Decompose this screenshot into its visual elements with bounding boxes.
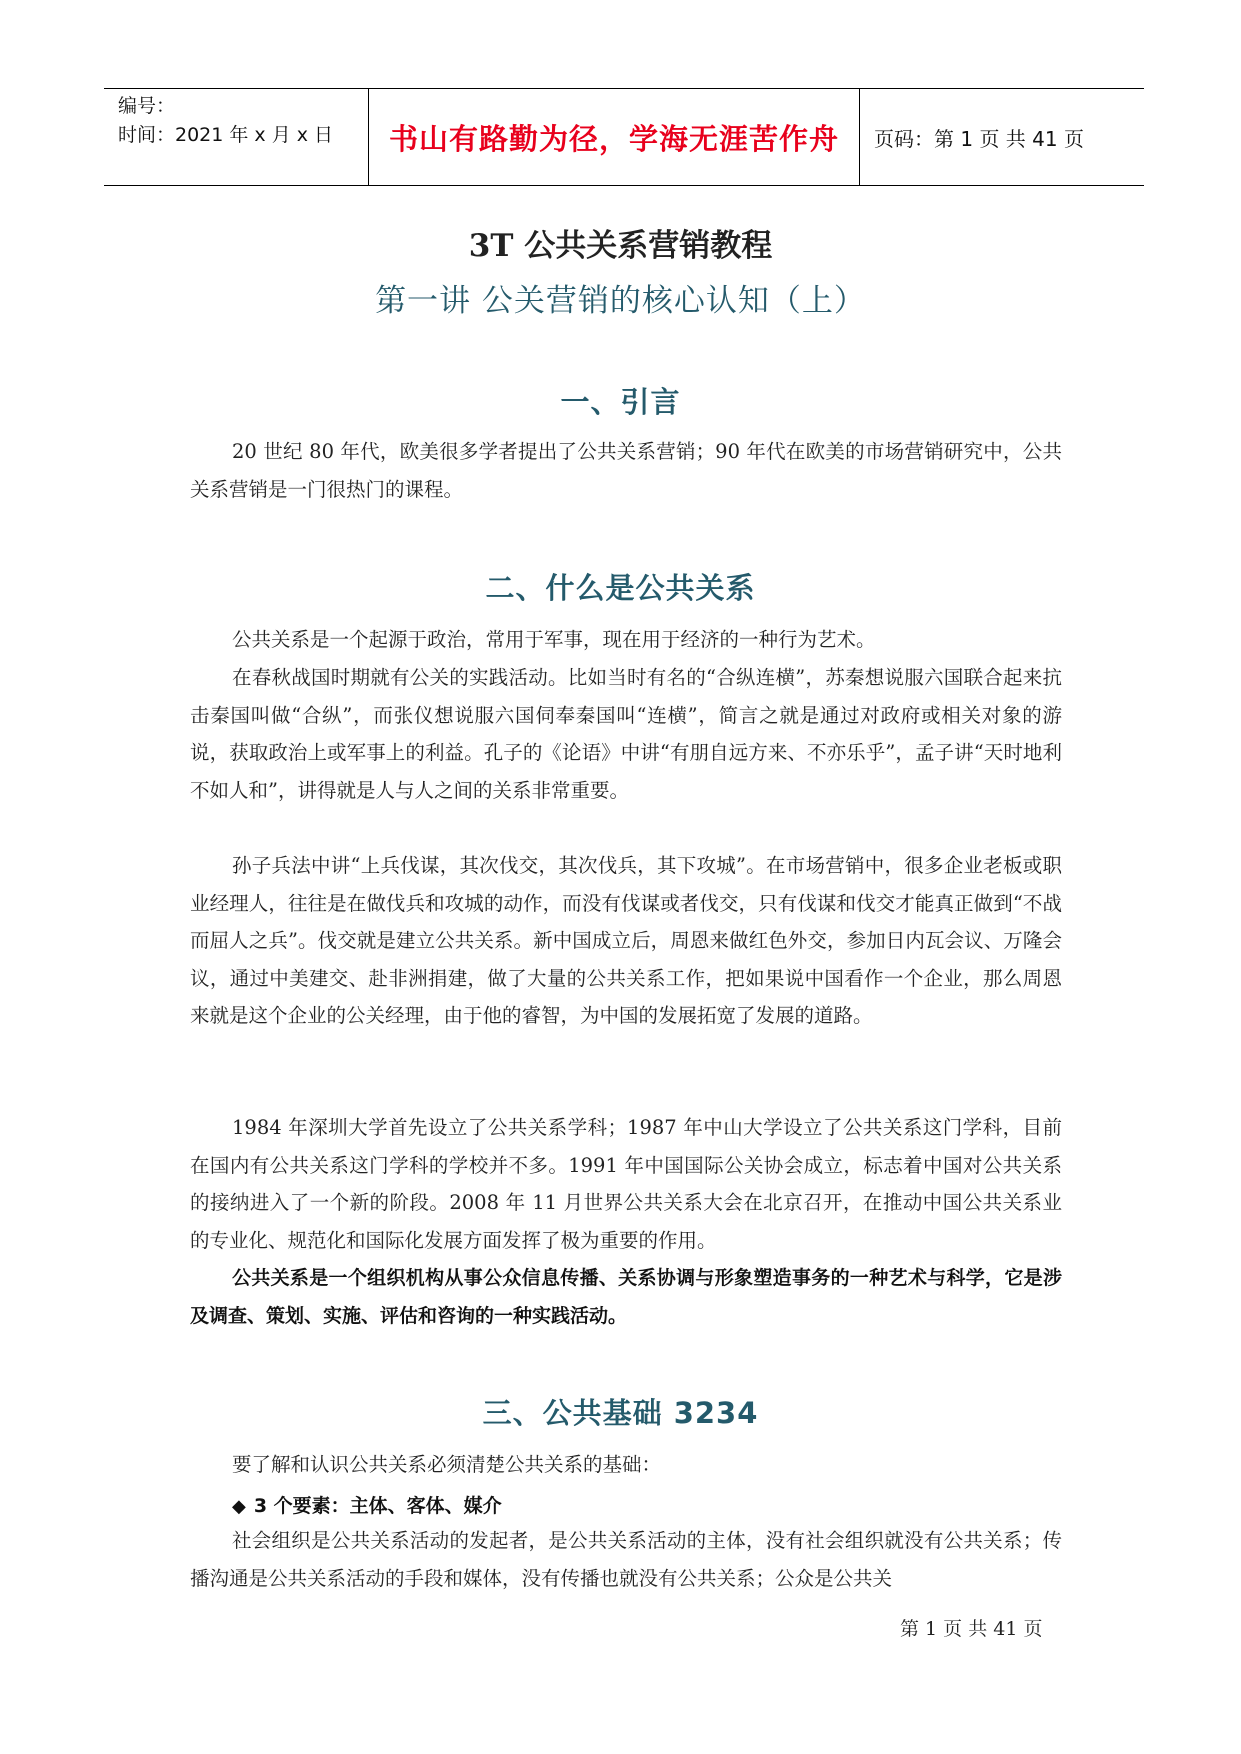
section-heading-what-is-pr: 二、什么是公共关系 (485, 571, 756, 605)
bullet-text: 3 个要素：主体、客体、媒介 (253, 1495, 502, 1517)
paragraph: 在春秋战国时期就有公关的实践活动。比如当时有名的“合纵连横”，苏秦想说服六国联合起来抗击秦国叫做“合纵”，而张仪想说服六国伺奉秦国叫“连横”，简言之就是通过对政府或相关对象的游说，获取政治上或军事上的利益。孔子的《论语》中讲“有朋自远方来、不亦乐乎”，孟子讲“天时地利不如人和”，讲得就是人与人之间的关系非常重要。 (190, 666, 1062, 802)
page-header (104, 88, 1144, 186)
paragraph: 孙子兵法中讲“上兵伐谋，其次伐交，其次伐兵，其下攻城”。在市场营销中，很多企业老板或职业经理人，往往是在做伐兵和攻城的动作，而没有伐谋或者伐交，只有伐谋和伐交才能真正做到“不战而屈人之兵”。伐交就是建立公共关系。新中国成立后，周恩来做红色外交，参加日内瓦会议、万隆会议，通过中美建交、赴非洲捐建，做了大量的公共关系工作，把如果说中国看作一个企业，那么周恩来就是这个企业的公关经理，由于他的睿智，为中国的发展拓宽了发展的道路。 (190, 854, 1062, 1027)
lecture-title: 第一讲 公关营销的核心认知（上） (375, 283, 866, 319)
section-heading-pr-basics: 三、公共基础 3234 (482, 1396, 759, 1430)
header-page-code: 页码：第 1 页 共 41 页 (874, 126, 1084, 151)
pr-definition: 公共关系是一个组织机构从事公众信息传播、关系协调与形象塑造事务的一种艺术与科学，它是涉及调查、策划、实施、评估和咨询的一种实践活动。 (190, 1267, 1062, 1327)
page-footer: 第 1 页 共 41 页 (900, 1618, 1043, 1640)
document-title: 3T 公共关系营销教程 (468, 228, 773, 264)
diamond-bullet-icon: ◆ (232, 1496, 246, 1517)
paragraph: 1984 年深圳大学首先设立了公共关系学科；1987 年中山大学设立了公共关系这门学科，目前在国内有公共关系这门学科的学校并不多。1991 年中国国际公关协会成立，标志着中国对公共关系的接纳进入了一个新的阶段。2008 年 11 月世界公共关系大会在北京召开，在推动中国公共关系业的专业化、规范化和国际化发展方面发挥了极为重要的作用。 (190, 1116, 1062, 1252)
header-motto: 书山有路勤为径，学海无涯苦作舟 (369, 89, 860, 185)
header-meta (104, 89, 369, 185)
paragraph: 社会组织是公共关系活动的发起者，是公共关系活动的主体，没有社会组织就没有公共关系；传播沟通是公共关系活动的手段和媒体，没有传播也就没有公共关系；公众是公共关 (190, 1529, 1062, 1590)
paragraph: 要了解和认识公共关系必须清楚公共关系的基础： (232, 1453, 662, 1476)
paragraph: 公共关系是一个起源于政治，常用于军事，现在用于经济的一种行为艺术。 (232, 628, 876, 651)
number-label: 编号： (118, 95, 176, 117)
bullet-item (232, 1491, 502, 1518)
section-heading-intro: 一、引言 (560, 385, 681, 419)
paragraph: 20 世纪 80 年代，欧美很多学者提出了公共关系营销；90 年代在欧美的市场营销研究中，公共关系营销是一门很热门的课程。 (190, 440, 1062, 501)
time-label: 时间：2021 年 x 月 x 日 (118, 124, 334, 146)
